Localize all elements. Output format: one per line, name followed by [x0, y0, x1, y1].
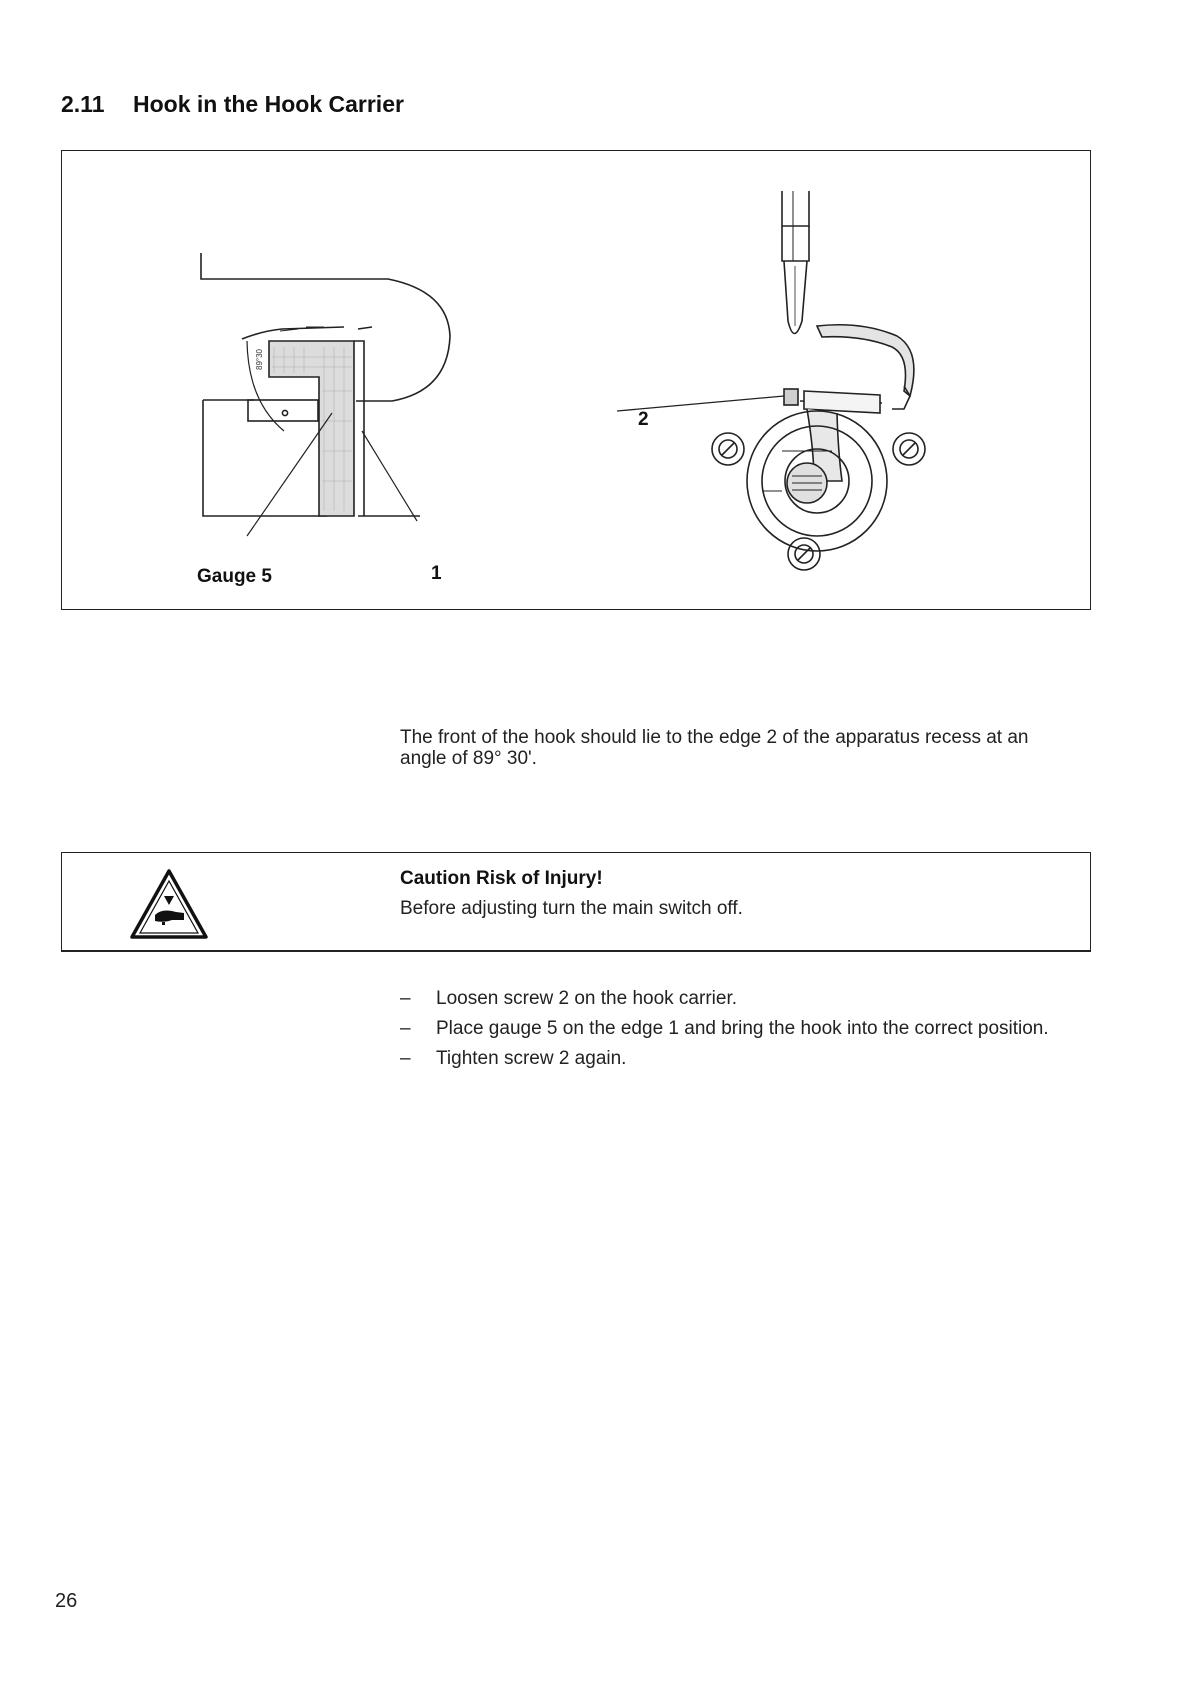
list-item [400, 1048, 1090, 1069]
section-number: 2.11 [61, 91, 105, 117]
label-screw-2: 2 [638, 409, 649, 430]
page-number: 26 [55, 1590, 78, 1612]
list-item [400, 1018, 1090, 1039]
caution-text: Before adjusting turn the main switch off. [400, 898, 743, 919]
hook-gauge-illustration [62, 151, 1092, 611]
list-dash: – [400, 1018, 411, 1039]
section-heading [61, 91, 404, 118]
caution-box [61, 852, 1091, 952]
list-item [400, 988, 1090, 1009]
hand-warning-icon [124, 863, 214, 943]
gauge-angle-mark: 89°30 [255, 349, 264, 370]
intro-paragraph: The front of the hook should lie to the edge 2 of the apparatus recess at an angle of 89° 30'. [400, 727, 1029, 769]
figure-frame [61, 150, 1091, 610]
step-text: Loosen screw 2 on the hook carrier. [436, 988, 738, 1009]
label-gauge-5: Gauge 5 [197, 566, 272, 587]
section-title: Hook in the Hook Carrier [133, 91, 404, 117]
step-text: Tighten screw 2 again. [436, 1048, 627, 1069]
list-dash: – [400, 1048, 411, 1069]
step-text: Place gauge 5 on the edge 1 and bring the hook into the correct position. [436, 1018, 1049, 1039]
label-edge-1: 1 [431, 563, 442, 584]
instruction-list [400, 988, 1090, 1078]
caution-title: Caution Risk of Injury! [400, 868, 603, 889]
list-dash: – [400, 988, 411, 1009]
